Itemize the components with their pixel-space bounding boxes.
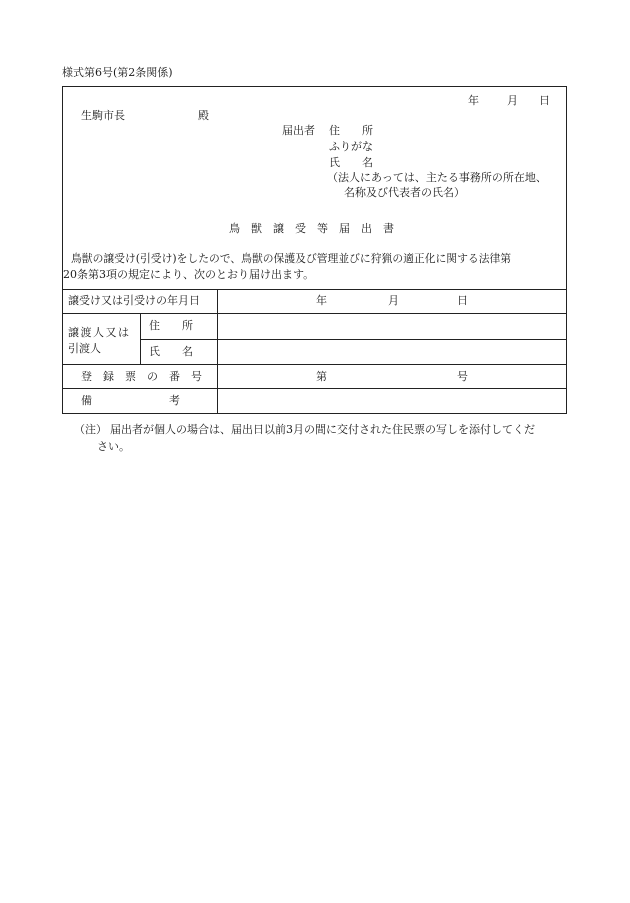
notifier-label: 届出者: [282, 124, 315, 137]
body-line-1: 鳥獣の譲受け(引受け)をしたので、鳥獣の保護及び管理並びに狩猟の適正化に関する法律第: [71, 252, 512, 265]
date-month: 月: [507, 94, 518, 107]
note-line-2: さい。: [97, 440, 130, 453]
form-box: [62, 86, 567, 414]
notifier-address-label: 住 所: [329, 124, 373, 137]
row-divider-transferor: [63, 364, 566, 365]
note-marker: （注）: [74, 423, 107, 436]
body-line-2: 20条第3項の規定により、次のとおり届け出ます。: [63, 268, 315, 281]
date-year: 年: [468, 94, 479, 107]
corporate-note-line-1: （法人にあっては、主たる事務所の所在地、: [327, 171, 547, 184]
row-divider-date: [139, 313, 566, 314]
row-divider-registration: [63, 388, 566, 389]
transfer-date-label: 譲受け又は引受けの年月日: [68, 294, 200, 307]
registration-number-label: 登 録 票 の 番 号: [81, 370, 202, 383]
remarks-label: 備 考: [81, 394, 180, 407]
transferor-name-label: 氏 名: [149, 345, 193, 358]
transfer-date-day: 日: [457, 294, 468, 307]
column-divider-transferor: [140, 313, 141, 364]
column-divider-main: [217, 289, 218, 413]
addressee-name: 生駒市長: [81, 109, 125, 122]
registration-number-suffix: 号: [457, 370, 468, 383]
transferor-address-label: 住 所: [149, 319, 193, 332]
transferor-label-line-2: 引渡人: [68, 342, 101, 355]
row-divider-date-left: [63, 313, 139, 314]
notifier-name-label: 氏 名: [329, 156, 373, 169]
document-title: 鳥 獣 譲 受 等 届 出 書: [229, 222, 394, 235]
date-day: 日: [539, 94, 550, 107]
notifier-furigana-label: ふりがな: [329, 140, 373, 153]
row-divider-address: [141, 339, 566, 340]
note-line-1: 届出者が個人の場合は、届出日以前3月の間に交付された住民票の写しを添付してくだ: [110, 423, 535, 436]
form-number: 様式第6号(第2条関係): [62, 66, 173, 79]
table-top-border: [63, 289, 566, 290]
transfer-date-year: 年: [316, 294, 327, 307]
corporate-note-line-2: 名称及び代表者の氏名）: [344, 186, 465, 199]
registration-number-prefix: 第: [316, 370, 327, 383]
addressee-honorific: 殿: [198, 109, 209, 122]
transfer-date-month: 月: [388, 294, 399, 307]
transferor-label-line-1: 譲渡人又は: [68, 326, 131, 339]
